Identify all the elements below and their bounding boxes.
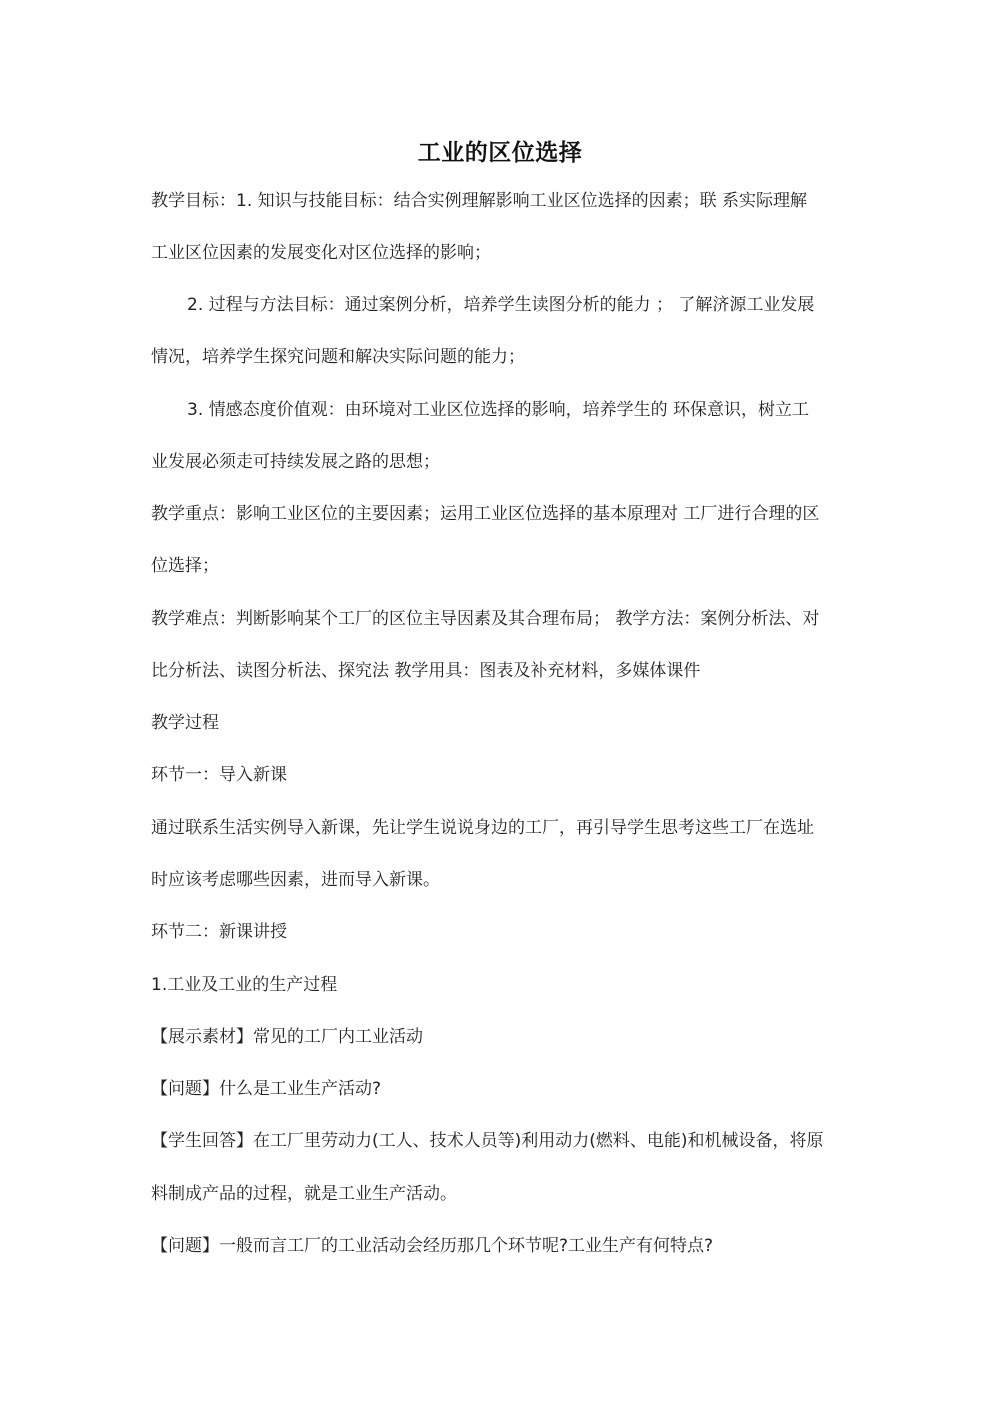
introduction-paragraph-line-2: 时应该考虑哪些因素，进而导入新课。 [151, 870, 440, 890]
section-one-heading: 环节一：导入新课 [151, 765, 287, 785]
key-points-line-1: 教学重点：影响工业区位的主要因素；运用工业区位选择的基本原理对 工厂进行合理的区 [151, 504, 820, 524]
teaching-process-heading: 教学过程 [151, 713, 219, 733]
process-method-goal-line-1: 2. 过程与方法目标：通过案例分析，培养学生读图分析的能力 ； 了解济源工业发展 [187, 295, 815, 315]
process-method-goal-line-2: 情况，培养学生探究问题和解决实际问题的能力； [151, 347, 525, 367]
key-points-line-2: 位选择； [151, 556, 219, 576]
teaching-objectives-line-1: 教学目标：1. 知识与技能目标：结合实例理解影响工业区位选择的因素；联 系实际理解 [151, 191, 808, 211]
student-answer-line-2: 料制成产品的过程，就是工业生产活动。 [151, 1184, 457, 1204]
teaching-objectives-line-2: 工业区位因素的发展变化对区位选择的影响； [151, 243, 491, 263]
subsection-one-heading: 1.工业及工业的生产过程 [151, 975, 338, 995]
document-title: 工业的区位选择 [417, 140, 583, 166]
difficulties-methods-line-2: 比分析法、读图分析法、探究法 教学用具：图表及补充材料，多媒体课件 [151, 661, 701, 681]
question-line-2: 【问题】一般而言工厂的工业活动会经历那几个环节呢?工业生产有何特点? [151, 1236, 714, 1256]
values-goal-line-2: 业发展必须走可持续发展之路的思想； [151, 452, 440, 472]
introduction-paragraph-line-1: 通过联系生活实例导入新课，先让学生说说身边的工厂，再引导学生思考这些工厂在选址 [151, 818, 814, 838]
section-two-heading: 环节二：新课讲授 [151, 922, 287, 942]
values-goal-line-1: 3. 情感态度价值观：由环境对工业区位选择的影响，培养学生的 环保意识，树立工 [187, 400, 810, 420]
show-material-line: 【展示素材】常见的工厂内工业活动 [151, 1027, 423, 1047]
question-line-1: 【问题】什么是工业生产活动? [151, 1079, 382, 1099]
difficulties-methods-line-1: 教学难点：判断影响某个工厂的区位主导因素及其合理布局； 教学方法：案例分析法、对 [151, 609, 820, 629]
student-answer-line-1: 【学生回答】在工厂里劳动力(工人、技术人员等)利用动力(燃料、电能)和机械设备，将原 [151, 1131, 824, 1151]
